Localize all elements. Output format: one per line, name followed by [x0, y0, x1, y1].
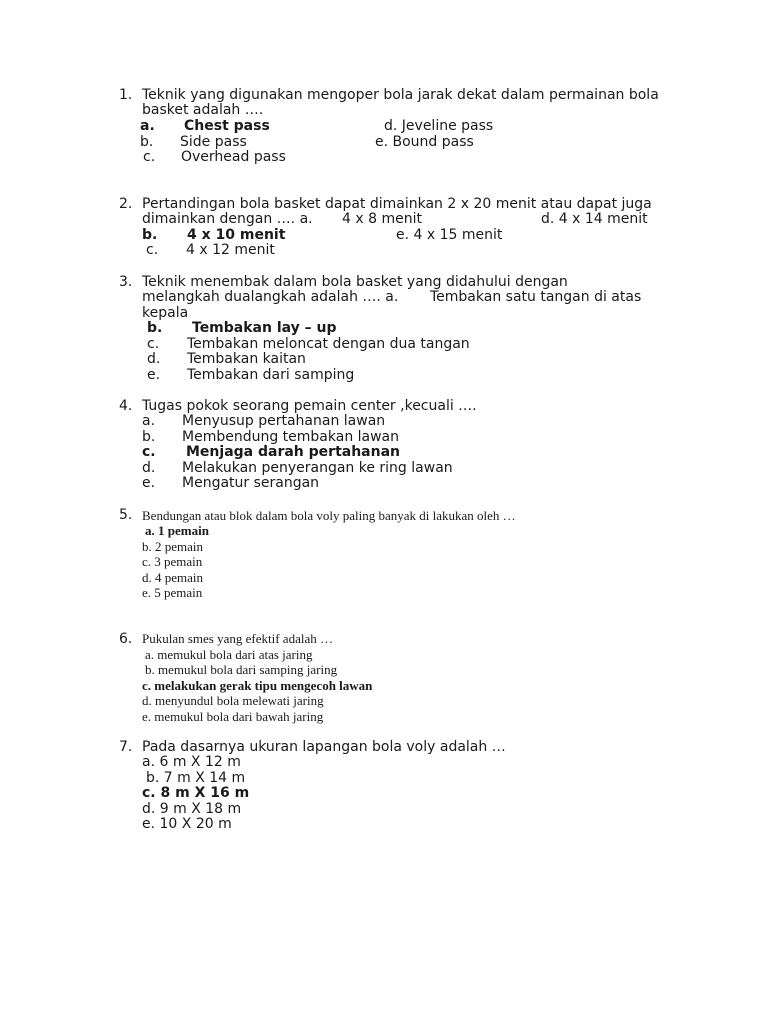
option-a: Tembakan satu tangan di atas — [430, 289, 642, 305]
option-letter: d. — [142, 460, 156, 476]
option-letter: c. — [142, 444, 156, 460]
option-b: b. 2 pemain — [142, 539, 204, 554]
option-d: d. 4 pemain — [142, 570, 204, 585]
question-number: 4. — [119, 398, 133, 414]
question-text: Bendungan atau blok dalam bola voly paling banyak di lakukan oleh … — [142, 508, 516, 523]
question-text: Teknik menembak dalam bola basket yang didahului dengan — [142, 274, 568, 290]
option-c: Overhead pass — [181, 149, 286, 165]
option-c: c. 3 pemain — [142, 554, 203, 569]
option-letter: a. — [140, 118, 155, 134]
option-b: Side pass — [180, 134, 247, 150]
option-e: e. 4 x 15 menit — [396, 227, 503, 243]
option-d: Melakukan penyerangan ke ring lawan — [182, 460, 453, 476]
option-letter: e. — [142, 475, 156, 491]
question-text: basket adalah …. — [142, 102, 264, 118]
option-e: e. 5 pemain — [142, 585, 203, 600]
option-d: d. Jeveline pass — [384, 118, 494, 134]
option-d: Tembakan kaitan — [187, 351, 306, 367]
option-letter: e. — [147, 367, 161, 383]
question-text: Teknik yang digunakan mengoper bola jarak dekat dalam permainan bola — [142, 87, 659, 103]
question-text: kepala — [142, 305, 189, 321]
option-a: 4 x 8 menit — [342, 211, 422, 227]
option-letter: b. — [147, 320, 163, 336]
option-b-answer: 4 x 10 menit — [187, 227, 286, 243]
option-e: Tembakan dari samping — [187, 367, 355, 383]
question-text: Pertandingan bola basket dapat dimainkan 2 x 20 menit atau dapat juga — [142, 196, 652, 212]
option-letter: a. — [142, 413, 156, 429]
question-text: melangkah dualangkah adalah …. a. — [142, 289, 399, 305]
question-number: 6. — [119, 631, 133, 647]
option-e: e. Bound pass — [375, 134, 474, 150]
question-text: Tugas pokok seorang pemain center ,kecuali …. — [142, 398, 477, 414]
option-letter: c. — [147, 336, 160, 352]
option-letter: b. — [140, 134, 154, 150]
option-c-answer: c. 8 m X 16 m — [142, 785, 250, 801]
question-number: 3. — [119, 274, 133, 290]
option-c: Tembakan meloncat dengan dua tangan — [187, 336, 470, 352]
question-number: 5. — [119, 507, 133, 523]
question-text: Pada dasarnya ukuran lapangan bola voly adalah … — [142, 739, 506, 755]
option-c-answer: c. melakukan gerak tipu mengecoh lawan — [142, 678, 373, 693]
option-a-answer: a. 1 pemain — [145, 523, 209, 538]
option-e: e. 10 X 20 m — [142, 816, 232, 832]
option-letter: b. — [142, 429, 156, 445]
option-d: d. 4 x 14 menit — [541, 211, 648, 227]
option-c: 4 x 12 menit — [186, 242, 275, 258]
option-b: b. memukul bola dari samping jaring — [145, 662, 338, 677]
option-letter: c. — [143, 149, 156, 165]
question-number: 2. — [119, 196, 133, 212]
option-a: a. 6 m X 12 m — [142, 754, 241, 770]
question-number: 7. — [119, 739, 133, 755]
option-letter: c. — [146, 242, 159, 258]
option-e: Mengatur serangan — [182, 475, 320, 491]
option-a: Menyusup pertahanan lawan — [182, 413, 386, 429]
option-c-answer: Menjaga darah pertahanan — [186, 444, 400, 460]
question-text: Pukulan smes yang efektif adalah … — [142, 631, 333, 646]
option-letter: b. — [142, 227, 158, 243]
option-d: d. 9 m X 18 m — [142, 801, 242, 817]
option-d: d. menyundul bola melewati jaring — [142, 693, 324, 708]
option-b-answer: Tembakan lay – up — [192, 320, 337, 336]
option-a: a. memukul bola dari atas jaring — [145, 647, 313, 662]
option-e: e. memukul bola dari bawah jaring — [142, 709, 324, 724]
option-letter: d. — [147, 351, 161, 367]
option-a-answer: Chest pass — [184, 118, 270, 134]
option-b: b. 7 m X 14 m — [146, 770, 246, 786]
question-text: dimainkan dengan …. a. — [142, 211, 313, 227]
option-b: Membendung tembakan lawan — [182, 429, 400, 445]
question-number: 1. — [119, 87, 133, 103]
